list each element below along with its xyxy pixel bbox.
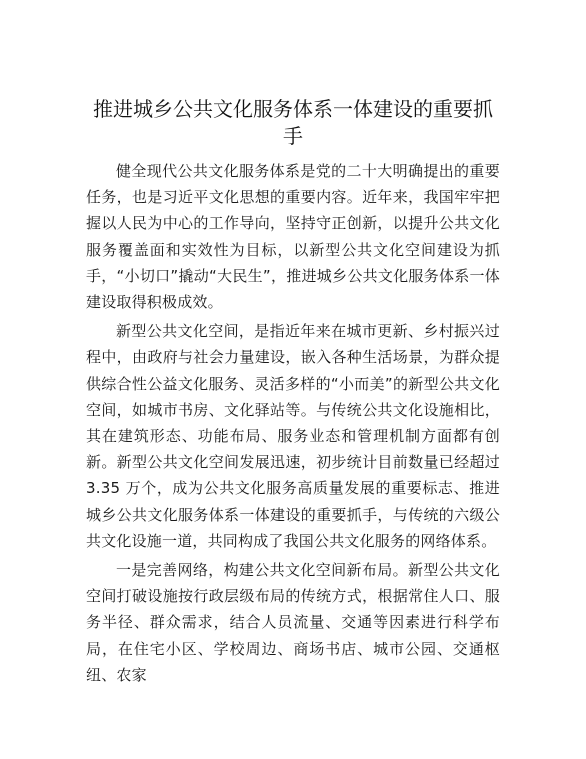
paragraph-1: 健全现代公共文化服务体系是党的二十大明确提出的重要任务，也是习近平文化思想的重要内容。近年来，我国牢牢把握以人民为中心的工作导向，坚持守正创新，以提升公共文化服务覆盖面和实效性为目标，以新型公共文化空间建设为抓手，“小切口”撬动“大民生”，推进城乡公共文化服务体系一体建设取得积极成效。 (86, 162, 500, 312)
paragraph-2: 新型公共文化空间，是指近年来在城市更新、乡村振兴过程中，由政府与社会力量建设，嵌入各种生活场景，为群众提供综合性公益文化服务、灵活多样的“小而美”的新型公共文化空间，如城市书房、文化驿站等。与传统公共文化设施相比，其在建筑形态、功能布局、服务业态和管理机制方面都有创新。新型公共文化空间发展迅速，初步统计目前数量已经超过 3.35 万个，成为公共文化服务高质量发展的重要标志、推进城乡公共文化服务体系一体建设的重要抓手，与传统的六级公共文化设施一道，共同构成了我国公共文化服务的网络体系。 (86, 322, 500, 550)
paragraph-3: 一是完善网络，构建公共文化空间新布局。新型公共文化空间打破设施按行政层级布局的传统方式，根据常住人口、服务半径、群众需求，结合人员流量、交通等因素进行科学布局，在住宅小区、学校周边、商场书店、城市公园、交通枢纽、农家 (86, 561, 500, 684)
document-title: 推进城乡公共文化服务体系一体建设的重要抓手 (93, 97, 493, 148)
